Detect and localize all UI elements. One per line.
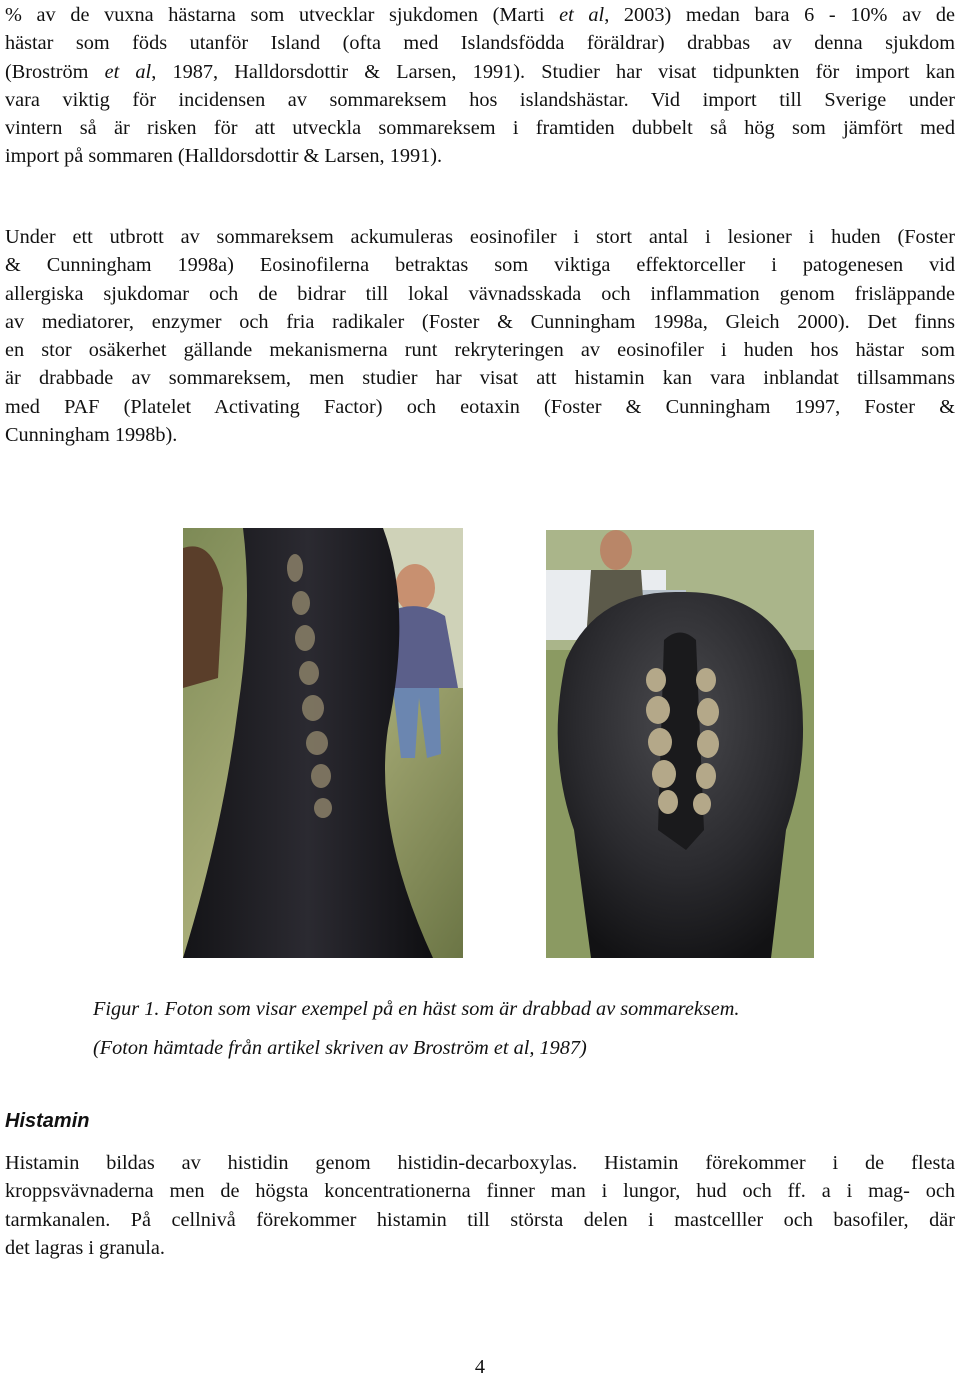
paragraph-2-line: med PAF (Platelet Activating Factor) och eotaxin (Foster & Cunningham 1997, Foster &	[5, 395, 955, 418]
photo-horse-neck-image	[183, 528, 463, 958]
photo-horse-tail-image	[546, 530, 814, 958]
paragraph-histamin-line: Histamin bildas av histidin genom histidin-decarboxylas. Histamin förekommer i de flesta	[5, 1152, 955, 1174]
paragraph-histamin-line: det lagras i granula.	[5, 1236, 165, 1259]
paragraph-2-line: & Cunningham 1998a) Eosinofilerna betraktas som viktiga effektorceller i patogenesen vid	[5, 254, 955, 277]
paragraph-2-line: en stor osäkerhet gällande mekanismerna runt rekryteringen av eosinofiler i huden hos hästar som	[5, 339, 955, 362]
paragraph-2-line: av mediatorer, enzymer och fria radikaler (Foster & Cunningham 1998a, Gleich 2000). Det finns	[5, 310, 955, 333]
section-heading-histamin: Histamin	[5, 1110, 90, 1132]
paragraph-2-line: är drabbade av sommareksem, men studier har visat att histamin kan vara inblandat tillsammans	[5, 367, 955, 390]
figure-caption-line-1: Figur 1. Foton som visar exempel på en häst som är drabbad av sommareksem.	[93, 998, 740, 1020]
paragraph-histamin-line: tarmkanalen. På cellnivå förekommer histamin till största delen i mastcelller och basofiler, där	[5, 1208, 955, 1231]
paragraph-2-line: allergiska sjukdomar och de bidrar till lokal vävnadsskada och inflammation genom frisläppande	[5, 282, 955, 305]
paragraph-1-line: vintern så är risken för att utveckla sommareksem i framtiden dubbelt så hög som jämfört med	[5, 117, 955, 140]
paragraph-1-line: hästar som föds utanför Island (ofta med Islandsfödda föräldrar) drabbas av denna sjukdom	[5, 32, 955, 55]
paragraph-1-line: % av de vuxna hästarna som utvecklar sjukdomen (Marti et al, 2003) medan bara 6 - 10% av de	[5, 4, 956, 26]
figure-caption-line-2: (Foton hämtade från artikel skriven av Broström et al, 1987)	[93, 1037, 587, 1059]
paragraph-1-line: vara viktig för incidensen av sommareksem hos islandshästar. Vid import till Sverige under	[5, 88, 955, 111]
paragraph-1-line: (Broström et al, 1987, Halldorsdottir & Larsen, 1991). Studier har visat tidpunkten för import kan	[5, 60, 955, 83]
photo-horse-tail	[546, 530, 814, 958]
paragraph-1-line: import på sommaren (Halldorsdottir & Larsen, 1991).	[5, 145, 443, 168]
paragraph-2-line: Under ett utbrott av sommareksem ackumuleras eosinofiler i stort antal i lesioner i huden (Foster	[5, 226, 955, 248]
paragraph-histamin	[5, 1149, 955, 1262]
paragraph-2	[5, 223, 955, 449]
paragraph-histamin-line: kroppsvävnaderna men de högsta koncentrationerna finner man i lungor, hud och ff. a i mag- och	[5, 1180, 955, 1203]
paragraph-2-line: Cunningham 1998b).	[5, 424, 178, 447]
paragraph-1	[5, 1, 955, 171]
photo-horse-neck	[183, 528, 463, 958]
page-number: 4	[474, 1356, 486, 1378]
